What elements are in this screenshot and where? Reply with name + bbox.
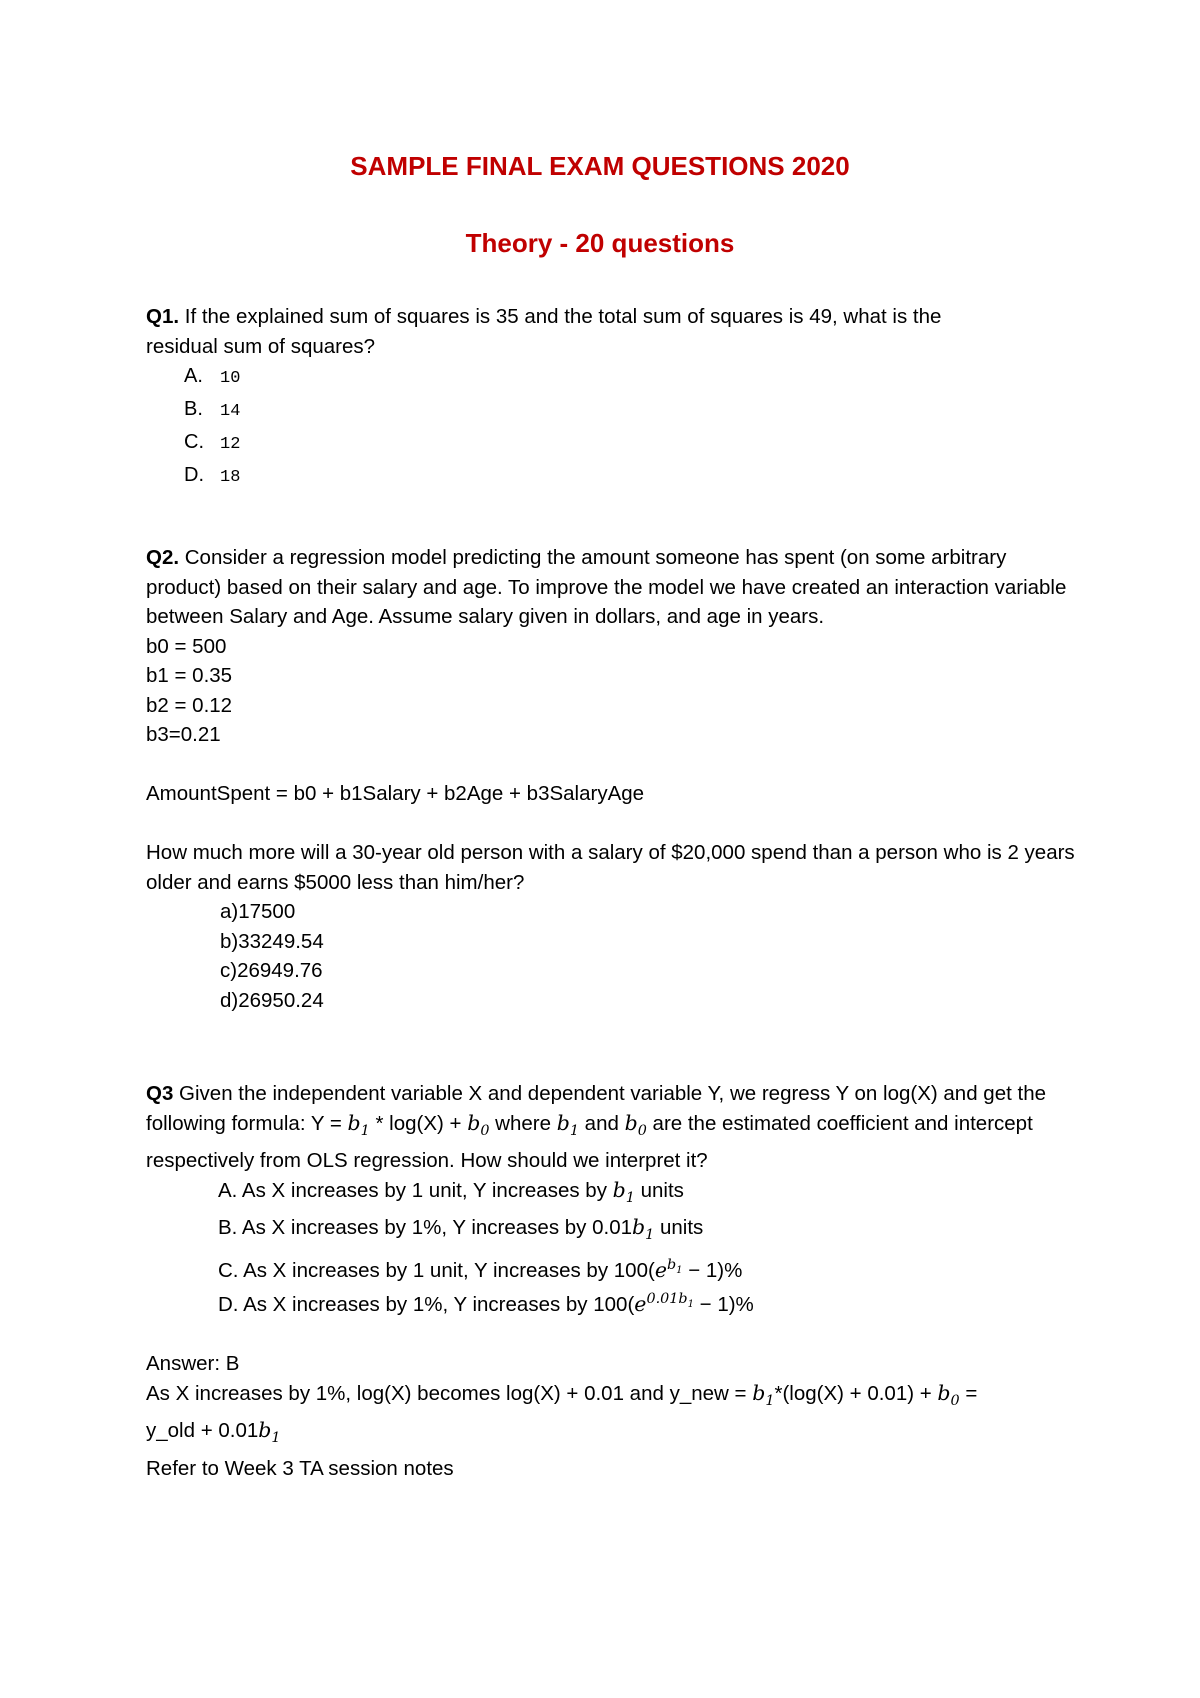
regression-formula: AmountSpent = b0 + b1Salary + b2Age + b3SalaryAge xyxy=(146,782,645,805)
exp-prefix: 0.01 xyxy=(646,1291,679,1308)
coefficient-b2: b2 = 0.12 xyxy=(146,693,233,717)
coef-b1 xyxy=(258,1418,281,1447)
coef-subscript: 1 xyxy=(645,1227,655,1244)
option-value: 10 xyxy=(220,369,241,388)
question-2 xyxy=(146,543,1081,1015)
exp-power xyxy=(666,1256,683,1276)
explain-text: As X increases by 1%, log(X) becomes log(X) + 0.01 and y_new = xyxy=(146,1381,753,1405)
option-c xyxy=(218,1251,1081,1285)
coef-subscript: 0 xyxy=(637,1122,647,1139)
reference-note: Refer to Week 3 TA session notes xyxy=(146,1456,454,1480)
coef-subscript: 1 xyxy=(360,1122,370,1139)
coef-symbol: b xyxy=(467,1110,481,1135)
option-b: b)33249.54 xyxy=(220,929,324,953)
option-text: units xyxy=(654,1216,704,1240)
option-c xyxy=(184,427,1081,460)
coefficient-b3: b3=0.21 xyxy=(146,723,221,746)
question-2-label: Q2. xyxy=(146,546,180,569)
option-c: c)26949.76 xyxy=(220,959,323,982)
question-3 xyxy=(146,1079,1081,1483)
option-d xyxy=(218,1285,1081,1319)
answer-line: Answer: B xyxy=(146,1352,240,1375)
coef-b1 xyxy=(347,1110,370,1139)
coef-subscript: 1 xyxy=(687,1299,694,1310)
page-subtitle: Theory - 20 questions xyxy=(465,228,735,258)
coef-b1 xyxy=(752,1380,775,1409)
coefficient-b1: b1 = 0.35 xyxy=(146,664,233,687)
coefficient-b0: b0 = 500 xyxy=(146,634,227,658)
coef-symbol: b xyxy=(752,1380,766,1405)
option-text: D. As X increases by 1%, Y increases by 100( xyxy=(218,1292,635,1316)
question-1-line1: If the explained sum of squares is 35 and the total sum of squares is 49, what is the xyxy=(179,305,942,328)
option-letter: D. xyxy=(184,464,204,486)
option-letter: A. xyxy=(184,365,203,387)
coef-symbol: b xyxy=(612,1177,626,1202)
question-3-text-c: where xyxy=(489,1111,557,1135)
option-letter: B. xyxy=(184,398,203,420)
option-text: − 1)% xyxy=(693,1292,754,1316)
question-1-options xyxy=(146,361,1081,493)
page-title: SAMPLE FINAL EXAM QUESTIONS 2020 xyxy=(350,151,850,181)
coef-b0 xyxy=(624,1110,647,1139)
question-3-text-b: * log(X) + xyxy=(369,1111,468,1135)
exp-term xyxy=(634,1292,694,1316)
answer-explanation xyxy=(146,1379,1081,1454)
option-a xyxy=(218,1176,1081,1214)
option-value: 18 xyxy=(220,468,241,487)
coef-subscript: 0 xyxy=(950,1392,960,1409)
coef-subscript: 0 xyxy=(480,1122,490,1139)
coef-b1 xyxy=(632,1215,655,1244)
option-text: C. As X increases by 1 unit, Y increases by 100( xyxy=(218,1258,655,1282)
option-d: d)26950.24 xyxy=(220,988,324,1012)
coef-subscript: 1 xyxy=(271,1430,281,1447)
question-3-text xyxy=(146,1079,1081,1176)
exp-power xyxy=(646,1291,694,1310)
coef-symbol: b xyxy=(678,1291,688,1308)
question-3-text-d: and xyxy=(578,1111,625,1135)
question-1-text xyxy=(146,302,1081,361)
question-3-options xyxy=(146,1176,1081,1320)
option-text: B. As X increases by 1%, Y increases by 0.01 xyxy=(218,1216,633,1240)
coef-symbol: b xyxy=(666,1256,677,1273)
coef-subscript: 1 xyxy=(625,1189,635,1206)
coef-symbol: b xyxy=(624,1110,638,1135)
question-1-line2: residual sum of squares? xyxy=(146,334,376,358)
question-1-label: Q1. xyxy=(146,305,180,328)
exp-base: e xyxy=(634,1291,647,1316)
question-2-text xyxy=(146,543,1081,632)
coef-b1 xyxy=(612,1177,635,1206)
option-a: a)17500 xyxy=(220,900,296,923)
coef-subscript: 1 xyxy=(569,1122,579,1139)
coef-symbol: b xyxy=(556,1110,570,1135)
question-2-body: Consider a regression model predicting the amount someone has spent (on some arbitrary product) based on their salary and age. To improve the model we have created an interaction variable between Salary and Age. Assume salary given in dollars, and age in years. xyxy=(146,546,1067,628)
coef-symbol: b xyxy=(347,1110,361,1135)
coef-symbol: b xyxy=(632,1215,646,1240)
question-2-options xyxy=(146,897,1081,1015)
coef-b0 xyxy=(467,1110,490,1139)
option-text: A. As X increases by 1 unit, Y increases by xyxy=(218,1178,613,1202)
coef-subscript: 1 xyxy=(765,1392,775,1409)
question-3-label: Q3 xyxy=(146,1082,174,1105)
question-2-question: How much more will a 30-year old person with a salary of $20,000 spend than a person who is 2 years older and earns $5000 less than him/her? xyxy=(146,841,1075,894)
option-b xyxy=(184,394,1081,427)
option-letter: C. xyxy=(184,431,204,453)
coef-b0 xyxy=(937,1380,960,1409)
option-d xyxy=(184,460,1081,493)
option-text: − 1)% xyxy=(682,1258,743,1282)
option-value: 14 xyxy=(220,402,241,421)
coef-b1 xyxy=(556,1110,579,1139)
exp-term xyxy=(655,1258,683,1282)
coef-subscript: 1 xyxy=(676,1264,683,1276)
option-a xyxy=(184,361,1081,394)
coef-symbol: b xyxy=(937,1380,951,1405)
explain-text: *(log(X) + 0.01) + xyxy=(774,1381,938,1405)
question-1 xyxy=(146,302,1081,493)
question-3-text-e: are the estimated coefficient and intercept respectively from OLS regression. How should we interpret it? xyxy=(146,1111,1033,1173)
option-text: units xyxy=(634,1178,684,1202)
exp-base: e xyxy=(654,1257,667,1282)
explain-text: = xyxy=(959,1381,978,1405)
coef-symbol: b xyxy=(258,1418,272,1443)
explain-text: y_old + 0.01 xyxy=(146,1419,259,1443)
question-3-text-a: Given the independent variable X and dependent variable Y, we regress Y on log(X) and get the following formula: Y = xyxy=(146,1082,1046,1135)
option-b xyxy=(218,1213,1081,1251)
option-value: 12 xyxy=(220,435,241,454)
